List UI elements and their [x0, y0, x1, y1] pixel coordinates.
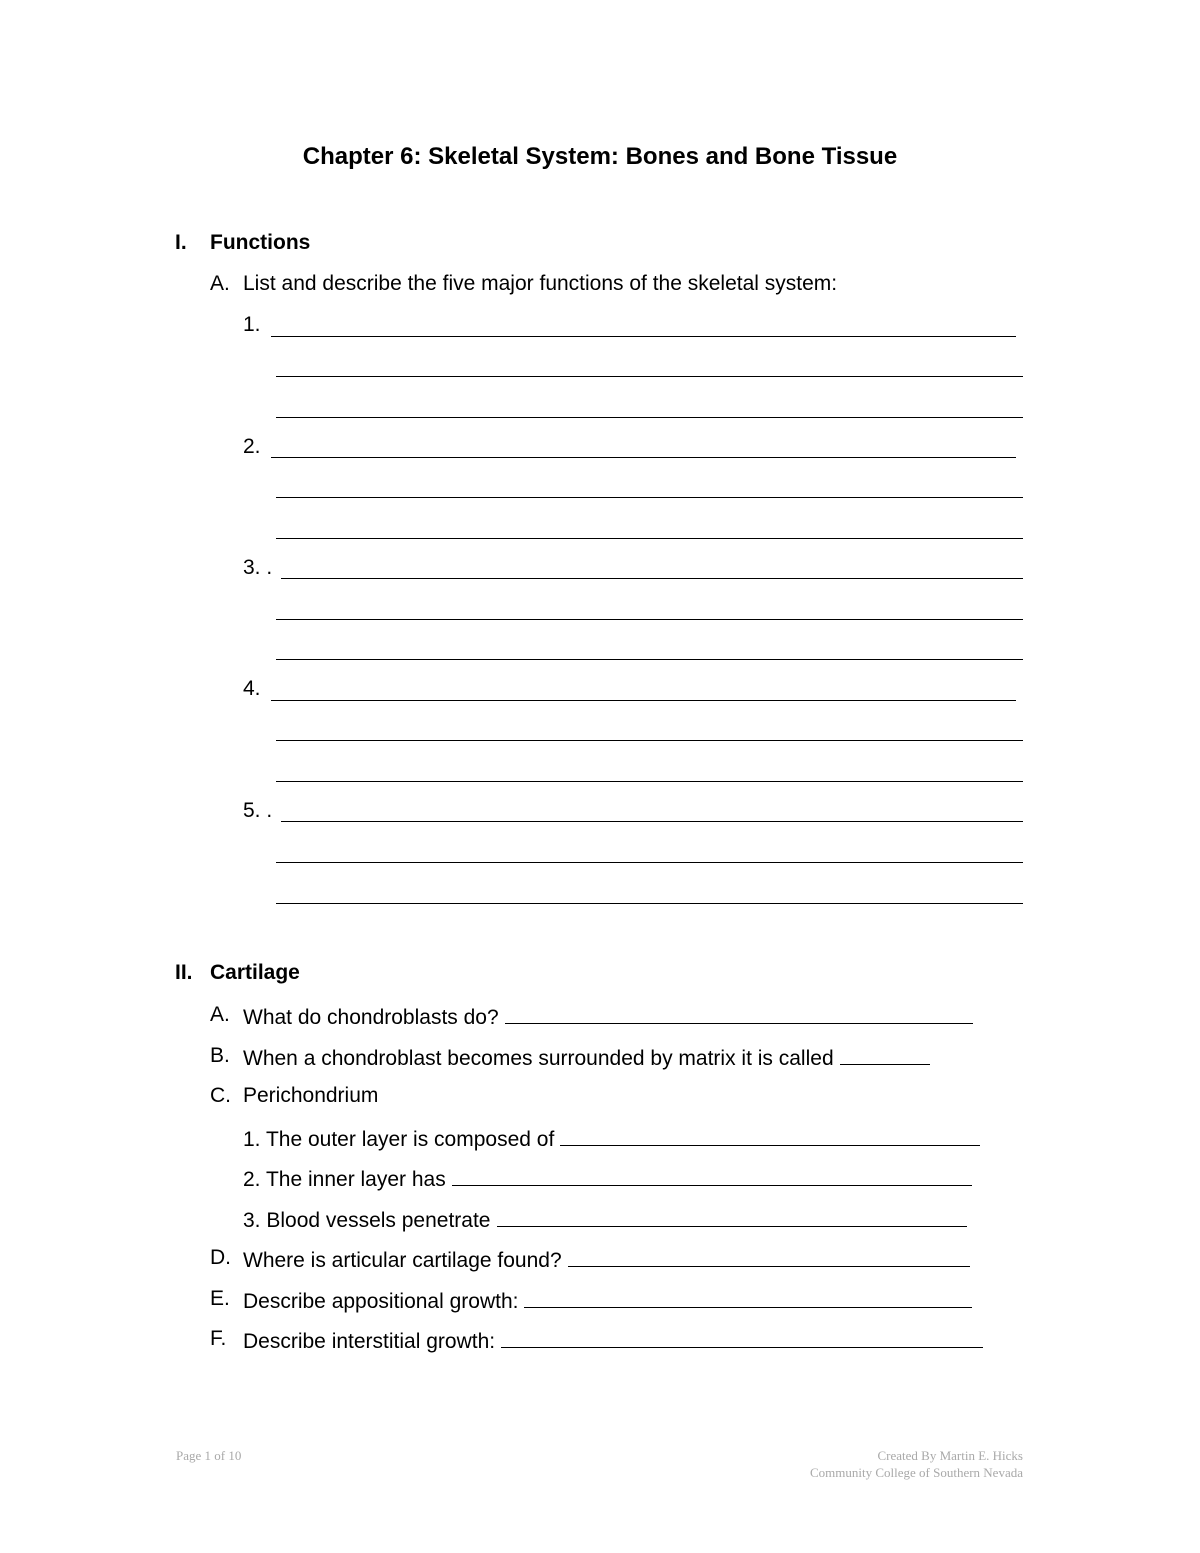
item-d-letter: D.	[210, 1246, 231, 1269]
answer-line[interactable]	[840, 1044, 930, 1065]
college-name: Community College of Southern Nevada	[809, 1465, 1023, 1480]
question-chondroblasts: What do chondroblasts do?	[243, 1003, 973, 1030]
question-blood-vessels: 3. Blood vessels penetrate	[243, 1206, 967, 1233]
question-inner-layer: 2. The inner layer has	[243, 1165, 972, 1192]
answer-line[interactable]	[271, 457, 1016, 458]
answer-line[interactable]	[276, 903, 1023, 904]
item-f-letter: F.	[210, 1327, 227, 1350]
question-interstitial-growth: Describe interstitial growth:	[243, 1327, 983, 1354]
perichondrium-heading: Perichondrium	[243, 1084, 379, 1107]
page-title: Chapter 6: Skeletal System: Bones and Bone Tissue	[302, 143, 898, 170]
page-number: Page 1 of 10	[176, 1448, 242, 1463]
answer-line[interactable]	[276, 619, 1023, 620]
answer-line[interactable]	[271, 336, 1016, 337]
answer-line[interactable]	[276, 376, 1023, 377]
section-2-heading: Cartilage	[210, 961, 300, 984]
item-e-letter: E.	[210, 1287, 230, 1310]
answer-line[interactable]	[276, 781, 1023, 782]
function-number-5: 5. .	[243, 799, 273, 822]
answer-line[interactable]	[276, 417, 1023, 418]
author-credit: Created By Martin E. Hicks	[877, 1448, 1023, 1463]
question-articular-cartilage: Where is articular cartilage found?	[243, 1246, 970, 1273]
question-outer-layer: 1. The outer layer is composed of	[243, 1125, 980, 1152]
answer-line[interactable]	[501, 1327, 983, 1348]
section-1-heading: Functions	[210, 231, 311, 254]
function-number-2: 2.	[243, 435, 261, 458]
answer-line[interactable]	[497, 1206, 967, 1227]
answer-line[interactable]	[276, 659, 1023, 660]
section-2-numeral: II.	[175, 961, 193, 984]
answer-line[interactable]	[281, 578, 1023, 579]
answer-line[interactable]	[276, 862, 1023, 863]
item-a-letter: A.	[210, 1003, 230, 1026]
item-a-letter: A.	[210, 272, 230, 295]
answer-line[interactable]	[276, 538, 1023, 539]
answer-line[interactable]	[568, 1246, 970, 1267]
question-chondrocyte: When a chondroblast becomes surrounded by matrix it is called	[243, 1044, 930, 1071]
item-c-letter: C.	[210, 1084, 231, 1107]
answer-line[interactable]	[276, 497, 1023, 498]
section-1-numeral: I.	[175, 231, 187, 254]
item-a-text: List and describe the five major functions of the skeletal system:	[243, 272, 838, 295]
answer-line[interactable]	[560, 1125, 980, 1146]
item-b-letter: B.	[210, 1044, 230, 1067]
answer-line[interactable]	[505, 1003, 973, 1024]
answer-line[interactable]	[281, 821, 1023, 822]
answer-line[interactable]	[524, 1287, 972, 1308]
answer-line[interactable]	[452, 1165, 972, 1186]
answer-line[interactable]	[271, 700, 1016, 701]
question-appositional-growth: Describe appositional growth:	[243, 1287, 972, 1314]
function-number-4: 4.	[243, 677, 261, 700]
function-number-1: 1.	[243, 313, 261, 336]
answer-line[interactable]	[276, 740, 1023, 741]
function-number-3: 3. .	[243, 556, 273, 579]
